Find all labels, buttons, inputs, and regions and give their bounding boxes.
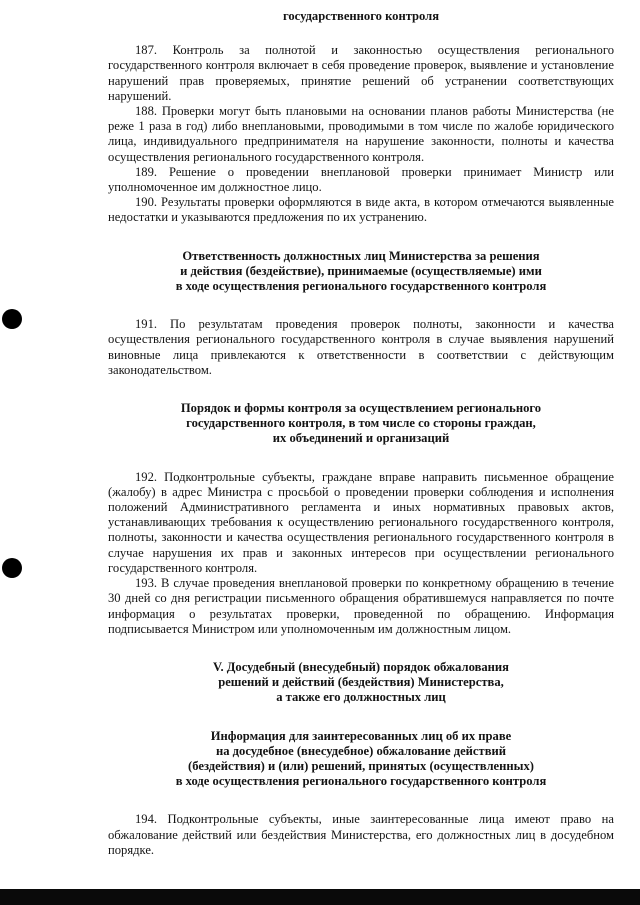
heading-line: (бездействия) и (или) решений, принятых (осуществленных) (188, 758, 534, 773)
heading-line: Информация для заинтересованных лиц об их праве (210, 728, 512, 743)
heading-line: V. Досудебный (внесудебный) порядок обжалования (212, 659, 509, 674)
heading-line: в ходе осуществления регионального государственного контроля (175, 279, 547, 294)
paragraph-193: 193. В случае проведения внеплановой проверки по конкретному обращению в течение 30 дней со дня регистрации письменного обращения обратившемуся направляется по почте информация о результатах проверки, проведенной по обращению. Информация подписывается Министром или уполномоченным им должностным лицом. (108, 576, 614, 636)
heading-line: Порядок и формы контроля за осуществлением регионального (180, 401, 542, 416)
heading-control-forms (108, 401, 614, 447)
heading-responsibility (108, 249, 614, 295)
paragraph-187: 187. Контроль за полнотой и законностью осуществления регионального государственного контроля включает в себя проведение проверок, выявление и установление нарушений прав проверяемых, принятие решений об устранении соответствующих нарушений. (108, 43, 614, 103)
paragraph-190: 190. Результаты проверки оформляются в виде акта, в котором отмечаются выявленные недостатки и указываются предложения по их устранению. (108, 195, 614, 225)
top-heading: государственного контроля (282, 9, 440, 23)
heading-line: в ходе осуществления регионального государственного контроля (175, 774, 547, 789)
paragraph-191: 191. По результатам проведения проверок полноты, законности и качества осуществления регионального государственного контроля в случае выявления нарушений виновные лица привлекаются к ответственности в соответствии с действующим законодательством. (108, 317, 614, 377)
heading-line: а также его должностных лиц (276, 690, 446, 705)
scan-edge-bar (0, 889, 640, 905)
heading-line: на досудебное (внесудебное) обжалование действий (215, 743, 507, 758)
paragraph-189: 189. Решение о проведении внеплановой проверки принимает Министр или уполномоченное им должностное лицо. (108, 164, 614, 195)
heading-information (108, 729, 614, 790)
punch-hole (2, 309, 22, 329)
heading-section-v (108, 660, 614, 706)
heading-line: их объединений и организаций (272, 431, 450, 446)
heading-line: государственного контроля, в том числе со стороны граждан, (186, 416, 536, 431)
heading-line: Ответственность должностных лиц Министерства за решения (182, 248, 540, 263)
heading-line: решений и действий (бездействия) Министерства, (218, 675, 504, 690)
document-body (108, 9, 614, 858)
punch-hole (2, 558, 22, 578)
paragraph-192: 192. Подконтрольные субъекты, граждане вправе направить письменное обращение (жалобу) в адрес Министра с просьбой о проведении проверки соблюдения и исполнения положений Административного регламента и иных нормативных правовых актов, устанавливающих требования к осуществлению регионального государственного контроля, полноты, законности и качества осуществления регионального государственного контроля в случае нарушения их прав и законных интересов при осуществлении регионального государственного контроля. (108, 469, 614, 575)
heading-line: и действия (бездействие), принимаемые (осуществляемые) ими (180, 263, 542, 278)
paragraph-188: 188. Проверки могут быть плановыми на основании планов работы Министерства (не реже 1 раза в год) либо внеплановыми, проводимыми в том числе по жалобе юридического лица, индивидуального предпринимателя на нарушение законности, полноты и качества осуществления регионального государственного контроля. (108, 104, 614, 164)
paragraph-194: 194. Подконтрольные субъекты, иные заинтересованные лица имеют право на обжалование действий или бездействия Министерства, его должностных лиц в досудебном порядке. (108, 812, 614, 857)
